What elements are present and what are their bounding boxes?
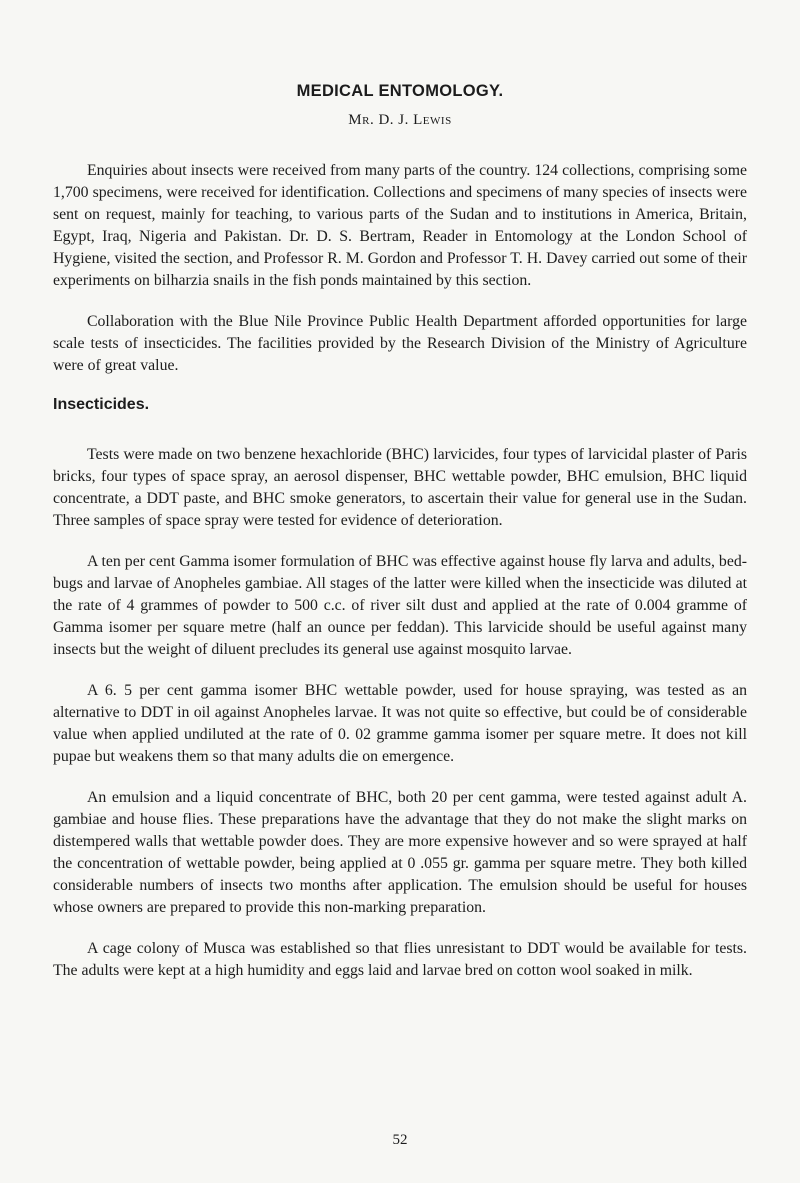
section-heading-insecticides: Insecticides. (53, 396, 150, 413)
document-page (53, 82, 747, 1001)
body-paragraph-2: A ten per cent Gamma isomer formulation of BHC was effective against house fly larva and adults, bed-bugs and larvae of Anopheles gambiae. All stages of the latter were killed when the insecticide was diluted at the rate of 4 grammes of powder to 500 c.c. of river silt dust and applied at the rate of 0.004 gramme of Gamma isomer per square metre (half an ounce per feddan). This larvicide should be useful against many insects but the weight of diluent precludes its general use against mosquito larvae. (53, 553, 747, 658)
page-heading: MEDICAL ENTOMOLOGY. (296, 82, 504, 100)
intro-paragraph-1: Enquiries about insects were received from many parts of the country. 124 collections, comprising some 1,700 specimens, were received for identification. Collections and specimens of many species of insects were sent on request, mainly for teaching, to various parts of the Sudan and to institutions in America, Britain, Egypt, Iraq, Nigeria and Pakistan. Dr. D. S. Bertram, Reader in Entomology at the London School of Hygiene, visited the section, and Professor R. M. Gordon and Professor T. H. Davey carried out some of their experiments on bilharzia snails in the fish ponds maintained by this section. (53, 162, 747, 289)
body-paragraph-5: A cage colony of Musca was established so that flies unresistant to DDT would be available for tests. The adults were kept at a high humidity and eggs laid and larvae bred on cotton wool soaked in milk. (53, 940, 747, 979)
body-paragraph-1: Tests were made on two benzene hexachloride (BHC) larvicides, four types of larvicidal plaster of Paris bricks, four types of space spray, an aerosol dispenser, BHC wettable powder, BHC emulsion, BHC liquid concentrate, a DDT paste, and BHC smoke generators, to ascertain their value for general use in the Sudan. Three samples of space spray were tested for evidence of deterioration. (53, 446, 747, 529)
intro-paragraph-2: Collaboration with the Blue Nile Province Public Health Department afforded opportunities for large scale tests of insecticides. The facilities provided by the Research Division of the Ministry of Agriculture were of great value. (53, 313, 747, 374)
author-line: Mr. D. J. Lewis (348, 112, 452, 128)
page-number: 52 (392, 1132, 408, 1148)
body-paragraph-3: A 6. 5 per cent gamma isomer BHC wettable powder, used for house spraying, was tested as an alternative to DDT in oil against Anopheles larvae. It was not quite so effective, but could be of considerable value when applied undiluted at the rate of 0. 02 gramme gamma isomer per square metre. It does not kill pupae but weakens them so that many adults die on emergence. (53, 682, 747, 765)
body-paragraph-4: An emulsion and a liquid concentrate of BHC, both 20 per cent gamma, were tested against adult A. gambiae and house flies. These preparations have the advantage that they do not make the slight marks on distempered walls that wettable powder does. They are more expensive however and so were sprayed at half the concentration of wettable powder, being applied at 0 .055 gr. gamma per square metre. They both killed considerable numbers of insects two months after application. The emulsion should be useful for houses whose owners are prepared to provide this non-marking preparation. (53, 789, 747, 916)
